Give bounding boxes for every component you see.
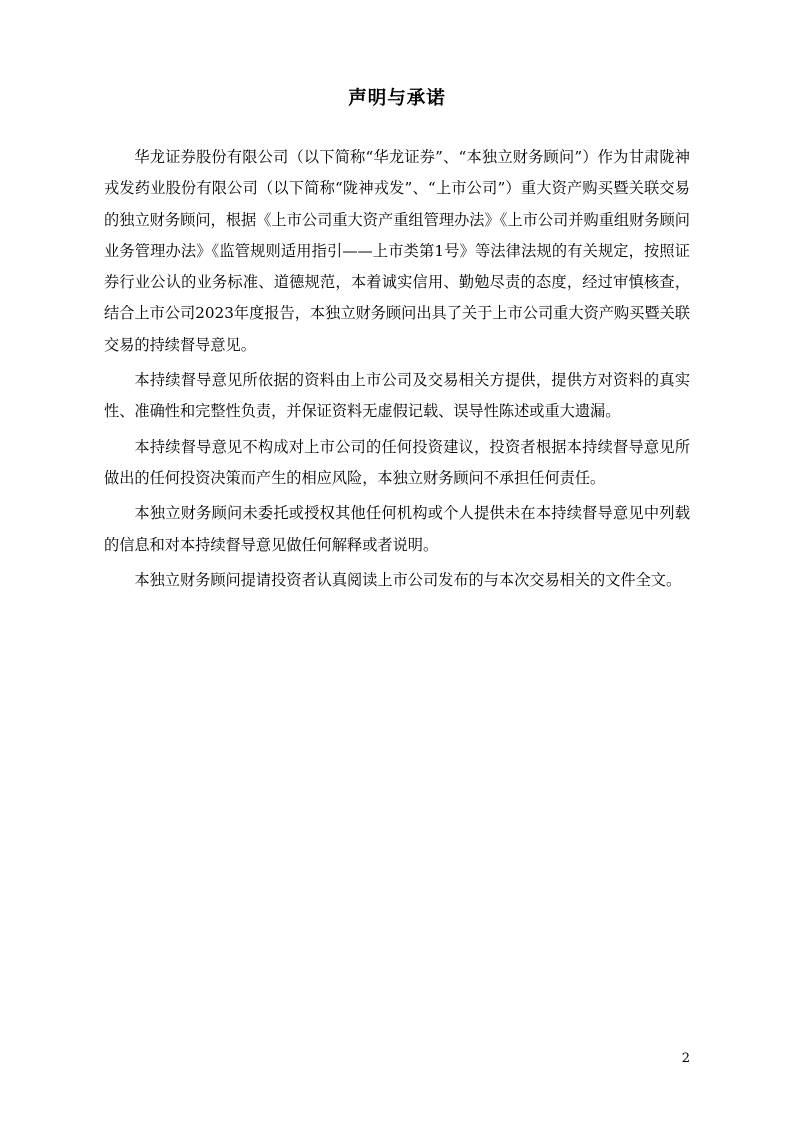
paragraph-2: 本持续督导意见所依据的资料由上市公司及交易相关方提供，提供方对资料的真实性、准确性和完整性负责，并保证资料无虚假记载、误导性陈述或重大遗漏。 <box>104 371 690 421</box>
page-number: 2 <box>681 1051 690 1066</box>
paragraph-1: 华龙证券股份有限公司（以下简称“华龙证券”、“本独立财务顾问”）作为甘肃陇神戎发药业股份有限公司（以下简称“陇神戎发”、“上市公司”）重大资产购买暨关联交易的独立财务顾问，根据《上市公司重大资产重组管理办法》《上市公司并购重组财务顾问业务管理办法》《监管规则适用指引——上市类第1号》等法律法规的有关规定，按照证券行业公认的业务标准、道德规范，本着诚实信用、勤勉尽责的态度，经过审慎核查，结合上市公司2023年度报告，本独立财务顾问出具了关于上市公司重大资产购买暨关联交易的持续督导意见。 <box>104 147 690 354</box>
paragraph-3: 本持续督导意见不构成对上市公司的任何投资建议，投资者根据本持续督导意见所做出的任何投资决策而产生的相应风险，本独立财务顾问不承担任何责任。 <box>104 437 690 488</box>
page-content <box>104 86 690 600</box>
page-title: 声明与承诺 <box>348 88 446 109</box>
paragraph-4: 本独立财务顾问未委托或授权其他任何机构或个人提供未在本持续督导意见中列载的信息和对本持续督导意见做任何解释或者说明。 <box>104 504 690 554</box>
paragraph-5: 本独立财务顾问提请投资者认真阅读上市公司发布的与本次交易相关的文件全文。 <box>134 570 682 589</box>
